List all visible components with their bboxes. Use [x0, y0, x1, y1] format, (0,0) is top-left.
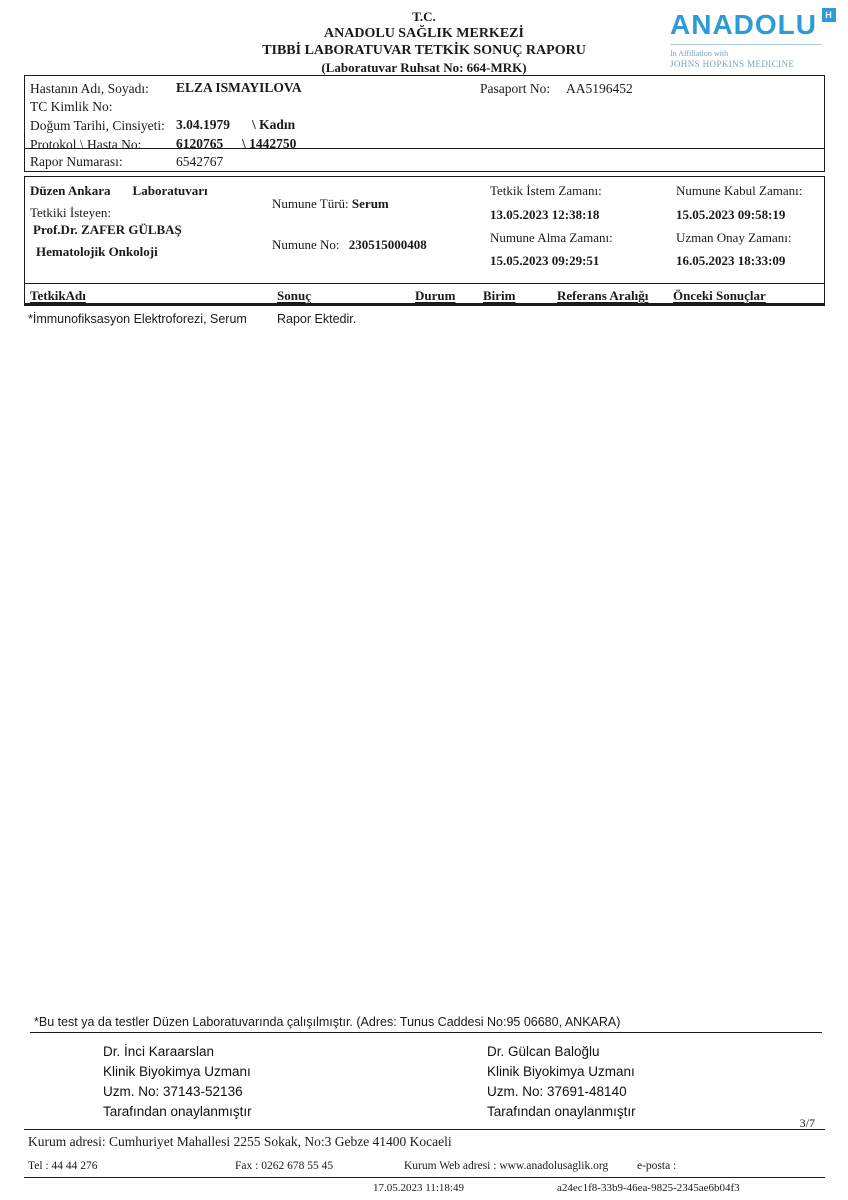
- collect-time-label: Numune Alma Zamanı:: [490, 230, 613, 245]
- gender-value: \ Kadın: [252, 117, 296, 132]
- report-no-label: Rapor Numarası:: [30, 154, 123, 169]
- approver-note: Tarafından onaylanmıştır: [487, 1104, 636, 1119]
- sample-type-row: [272, 196, 389, 212]
- birth-label: Doğum Tarihi, Cinsiyeti:: [30, 118, 165, 133]
- title-report-type: TIBBİ LABORATUVAR TETKİK SONUÇ RAPORU: [262, 43, 586, 58]
- protocol-label: Protokol \ Hasta No:: [30, 137, 142, 152]
- birth-value: 3.04.1979: [176, 117, 230, 132]
- col-header-result: Sonuç: [277, 288, 311, 303]
- approver-name: Dr. Gülcan Baloğlu: [487, 1044, 600, 1059]
- print-timestamp: 17.05.2023 11:18:49: [373, 1182, 464, 1194]
- sample-type-value: Serum: [351, 196, 389, 211]
- passport-value: AA5196452: [566, 81, 633, 96]
- anadolu-logo-wordmark: [670, 9, 833, 40]
- institution-address: Kurum adresi: Cumhuriyet Mahallesi 2255 Sokak, No:3 Gebze 41400 Kocaeli: [28, 1134, 452, 1149]
- protocol-value: 6120765: [176, 136, 224, 151]
- approver-block-right: [487, 1042, 636, 1122]
- approver-note: Tarafından onaylanmıştır: [103, 1104, 252, 1119]
- approver-reg: Uzm. No: 37691-48140: [487, 1084, 627, 1099]
- result-test-name: *İmmunofiksasyon Elektroforezi, Serum: [28, 312, 247, 326]
- fax-value: Fax : 0262 678 55 45: [235, 1160, 334, 1172]
- page-number: 3/7: [799, 1116, 815, 1130]
- title-institution: ANADOLU SAĞLIK MERKEZİ: [324, 26, 524, 41]
- collect-time-value: 15.05.2023 09:29:51: [490, 253, 600, 268]
- approver-name: Dr. İnci Karaarslan: [103, 1044, 215, 1059]
- logo-h-badge-icon: H: [822, 8, 836, 22]
- logo-brand-text: ANADOLU: [670, 9, 817, 40]
- tc-id-label: TC Kimlik No:: [30, 99, 113, 114]
- sample-no-value: 230515000408: [348, 237, 427, 252]
- approve-time-value: 16.05.2023 18:33:09: [676, 253, 786, 268]
- patient-box-divider: [24, 148, 825, 149]
- footer-divider-top: [24, 1129, 825, 1130]
- approver-reg: Uzm. No: 37143-52136: [103, 1084, 243, 1099]
- logo-divider: [670, 44, 822, 45]
- title-tc: T.C.: [412, 9, 436, 24]
- col-header-test: TetkikAdı: [30, 288, 86, 303]
- results-header-divider: [24, 283, 825, 284]
- hasta-no-value: \ 1442750: [242, 136, 297, 151]
- accept-time-value: 15.05.2023 09:58:19: [676, 207, 786, 222]
- accept-time-label: Numune Kabul Zamanı:: [676, 183, 803, 198]
- email-label: e-posta :: [637, 1160, 677, 1172]
- logo-johns-hopkins: JOHNS HOPKINS MEDICINE: [670, 59, 795, 69]
- request-time-label: Tetkik İstem Zamanı:: [490, 183, 602, 198]
- approver-title: Klinik Biyokimya Uzmanı: [103, 1064, 251, 1079]
- approver-block-left: [103, 1042, 252, 1122]
- col-header-previous: Önceki Sonuçlar: [673, 288, 766, 303]
- anadolu-logo: [670, 9, 833, 69]
- sample-type-label: Numune Türü:: [272, 196, 349, 211]
- title-license: (Laboratuvar Ruhsat No: 664-MRK): [321, 60, 527, 75]
- tel-value: Tel : 44 44 276: [28, 1160, 98, 1172]
- lab-name-city: Düzen Ankara: [30, 183, 111, 198]
- col-header-status: Durum: [415, 288, 456, 303]
- lab-name: [30, 183, 208, 199]
- external-lab-footnote: *Bu test ya da testler Düzen Laboratuvarında çalışılmıştır. (Adres: Tunus Caddesi No:95 06680, ANKARA): [34, 1015, 621, 1029]
- passport-label: Pasaport No:: [480, 81, 551, 96]
- footer-divider-bottom: [24, 1177, 825, 1178]
- requester-name: Prof.Dr. ZAFER GÜLBAŞ: [33, 222, 182, 237]
- col-header-unit: Birim: [483, 288, 516, 303]
- result-value: Rapor Ektedir.: [277, 312, 357, 326]
- approve-time-label: Uzman Onay Zamanı:: [676, 230, 792, 245]
- col-header-range: Referans Aralığı: [557, 288, 649, 303]
- document-id: a24ec1f8-33b9-46ea-9825-2345ae6b04f3: [557, 1182, 740, 1194]
- requester-department: Hematolojik Onkoloji: [36, 244, 158, 259]
- patient-name-label: Hastanın Adı, Soyadı:: [30, 81, 149, 96]
- footnote-divider: [30, 1032, 822, 1033]
- sample-no-label: Numune No:: [272, 237, 340, 252]
- requester-label: Tetkiki İsteyen:: [30, 205, 112, 220]
- patient-name-value: ELZA ISMAYILOVA: [176, 80, 302, 95]
- web-address: Kurum Web adresi : www.anadolusaglik.org: [404, 1160, 609, 1172]
- logo-affiliation-line: In Affiliation with: [670, 49, 729, 58]
- report-no-value: 6542767: [176, 154, 224, 169]
- lab-name-suffix: Laboratuvarı: [132, 183, 208, 198]
- request-time-value: 13.05.2023 12:38:18: [490, 207, 600, 222]
- approver-title: Klinik Biyokimya Uzmanı: [487, 1064, 635, 1079]
- sample-no-row: [272, 237, 427, 253]
